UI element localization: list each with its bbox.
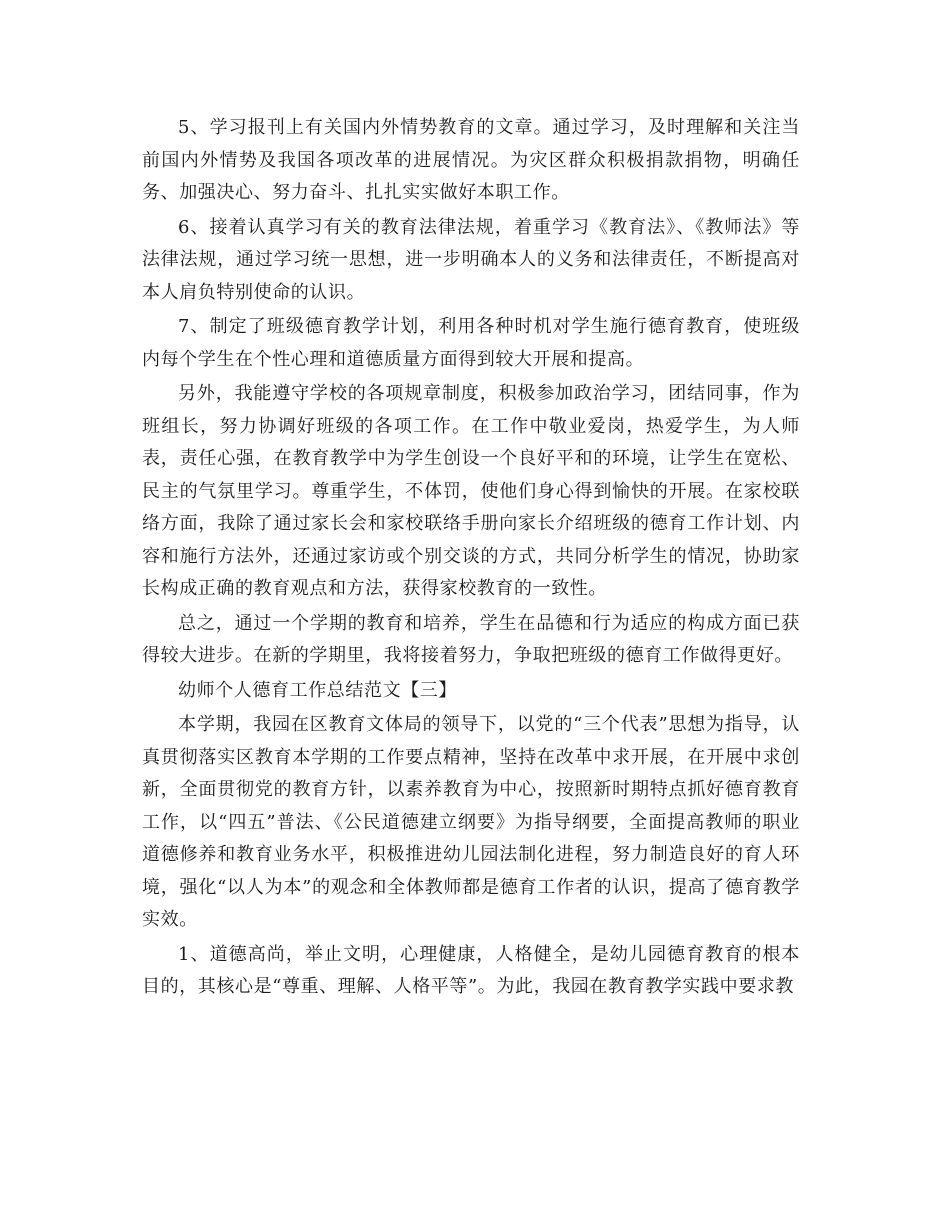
paragraph-item-1: 1、道德高尚，举止文明，心理健康，人格健全，是幼儿园德育教育的根本目的，其核心是“尊重、理解、人格平等”。为此，我园在教育教学实践中要求教 [142,943,800,997]
paragraph-conclusion: 总之，通过一个学期的教育和培养，学生在品德和行为适应的构成方面已获得较大进步。在新的学期里，我将接着努力，争取把班级的德育工作做得更好。 [142,612,800,666]
paragraph-item-6: 6、接着认真学习有关的教育法律法规，着重学习《教育法》、《教师法》等法律法规，通过学习统一思想，进一步明确本人的义务和法律责任，不断提高对本人肩负特别使命的认识。 [142,216,800,303]
paragraph-additionally: 另外，我能遵守学校的各项规章制度，积极参加政治学习，团结同事，作为班组长，努力协调好班级的各项工作。在工作中敬业爱岗，热爱学生，为人师表，责任心强，在教育教学中为学生创设一个良好平和的环境，让学生在宽松、民主的气氛里学习。尊重学生，不体罚，使他们身心得到愉快的开展。在家校联络方面，我除了通过家长会和家校联络手册向家长介绍班级的德育工作计划、内容和施行方法外，还通过家访或个别交谈的方式，共同分析学生的情况，协助家长构成正确的教育观点和方法，获得家校教育的一致性。 [142,383,800,599]
section-heading: 幼师个人德育工作总结范文【三】 [178,679,457,701]
document-body [142,112,800,1004]
paragraph-item-5: 5、学习报刊上有关国内外情势教育的文章。通过学习，及时理解和关注当前国内外情势及我国各项改革的进展情况。为灾区群众积极捐款捐物，明确任务、加强决心、努力奋斗、扎扎实实做好本职工作。 [142,117,800,203]
paragraph-semester-intro: 本学期，我园在区教育文体局的领导下，以党的“三个代表”思想为指导，认真贯彻落实区教育本学期的工作要点精神，坚持在改革中求开展，在开展中求创新，全面贯彻党的教育方针，以素养教育为中心，按照新时期特点抓好德育教育工作，以“四五”普法、《公民道德建立纲要》为指导纲要，全面提高教师的职业道德修养和教育业务水平，积极推进幼儿园法制化进程，努力制造良好的育人环境，强化“以人为本”的观念和全体教师都是德育工作者的认识，提高了德育教学实效。 [142,714,800,930]
paragraph-item-7: 7、制定了班级德育教学计划，利用各种时机对学生施行德育教育，使班级内每个学生在个性心理和道德质量方面得到较大开展和提高。 [142,316,800,370]
